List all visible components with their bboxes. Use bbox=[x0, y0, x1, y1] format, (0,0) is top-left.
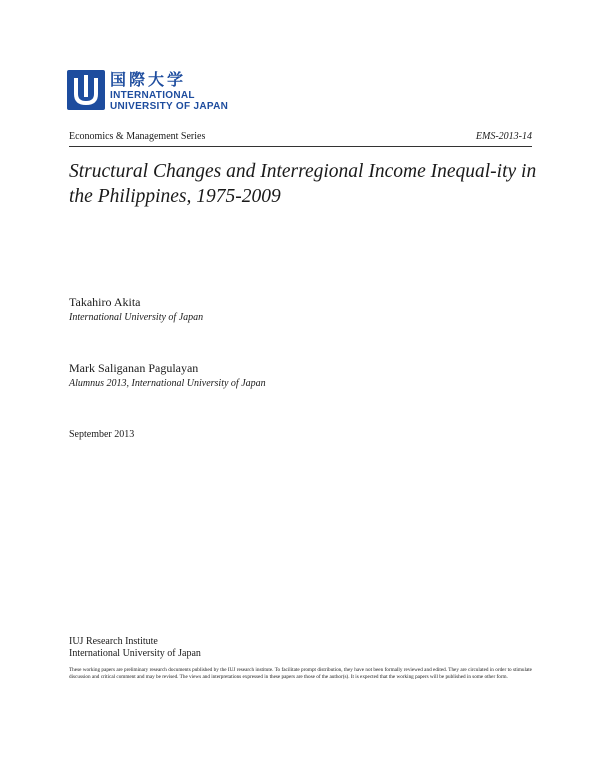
author-name: Mark Saliganan Pagulayan bbox=[69, 361, 199, 375]
logo-line-international: INTERNATIONAL bbox=[110, 90, 195, 101]
logo-kanji: 国際大学 bbox=[110, 70, 187, 89]
disclaimer-text: These working papers are preliminary research documents published by the IUJ research institute. To facilitate prompt distribution, they have not been formally reviewed and edited. They are circulated in order to stimulate discussion and critical comment and may be revised. The views and interpretations expressed in these papers are those of the author(s). It is expected that the working papers will be published in some other form. bbox=[69, 667, 532, 680]
series-header bbox=[69, 131, 532, 142]
author-affiliation: International University of Japan bbox=[69, 312, 204, 323]
iuj-emblem-icon bbox=[67, 70, 105, 110]
author-affiliation: Alumnus 2013, International University of Japan bbox=[69, 378, 266, 389]
series-name: Economics & Management Series bbox=[69, 131, 206, 142]
university-logo bbox=[67, 70, 262, 120]
institute-block bbox=[69, 636, 201, 660]
institute-university: International University of Japan bbox=[69, 648, 201, 659]
author-name: Takahiro Akita bbox=[69, 295, 141, 309]
paper-title: Structural Changes and Interregional Income Inequal-ity in the Philippines, 1975-2009 bbox=[69, 161, 537, 207]
author-block-2 bbox=[69, 361, 266, 391]
logo-line-university: UNIVERSITY OF JAPAN bbox=[110, 101, 229, 112]
logo-wordmark bbox=[110, 70, 228, 112]
institute-name: IUJ Research Institute bbox=[69, 636, 158, 647]
series-id: EMS-2013-14 bbox=[475, 131, 532, 142]
author-block-1 bbox=[69, 295, 203, 325]
header-rule bbox=[69, 146, 532, 147]
publication-date: September 2013 bbox=[69, 429, 135, 440]
